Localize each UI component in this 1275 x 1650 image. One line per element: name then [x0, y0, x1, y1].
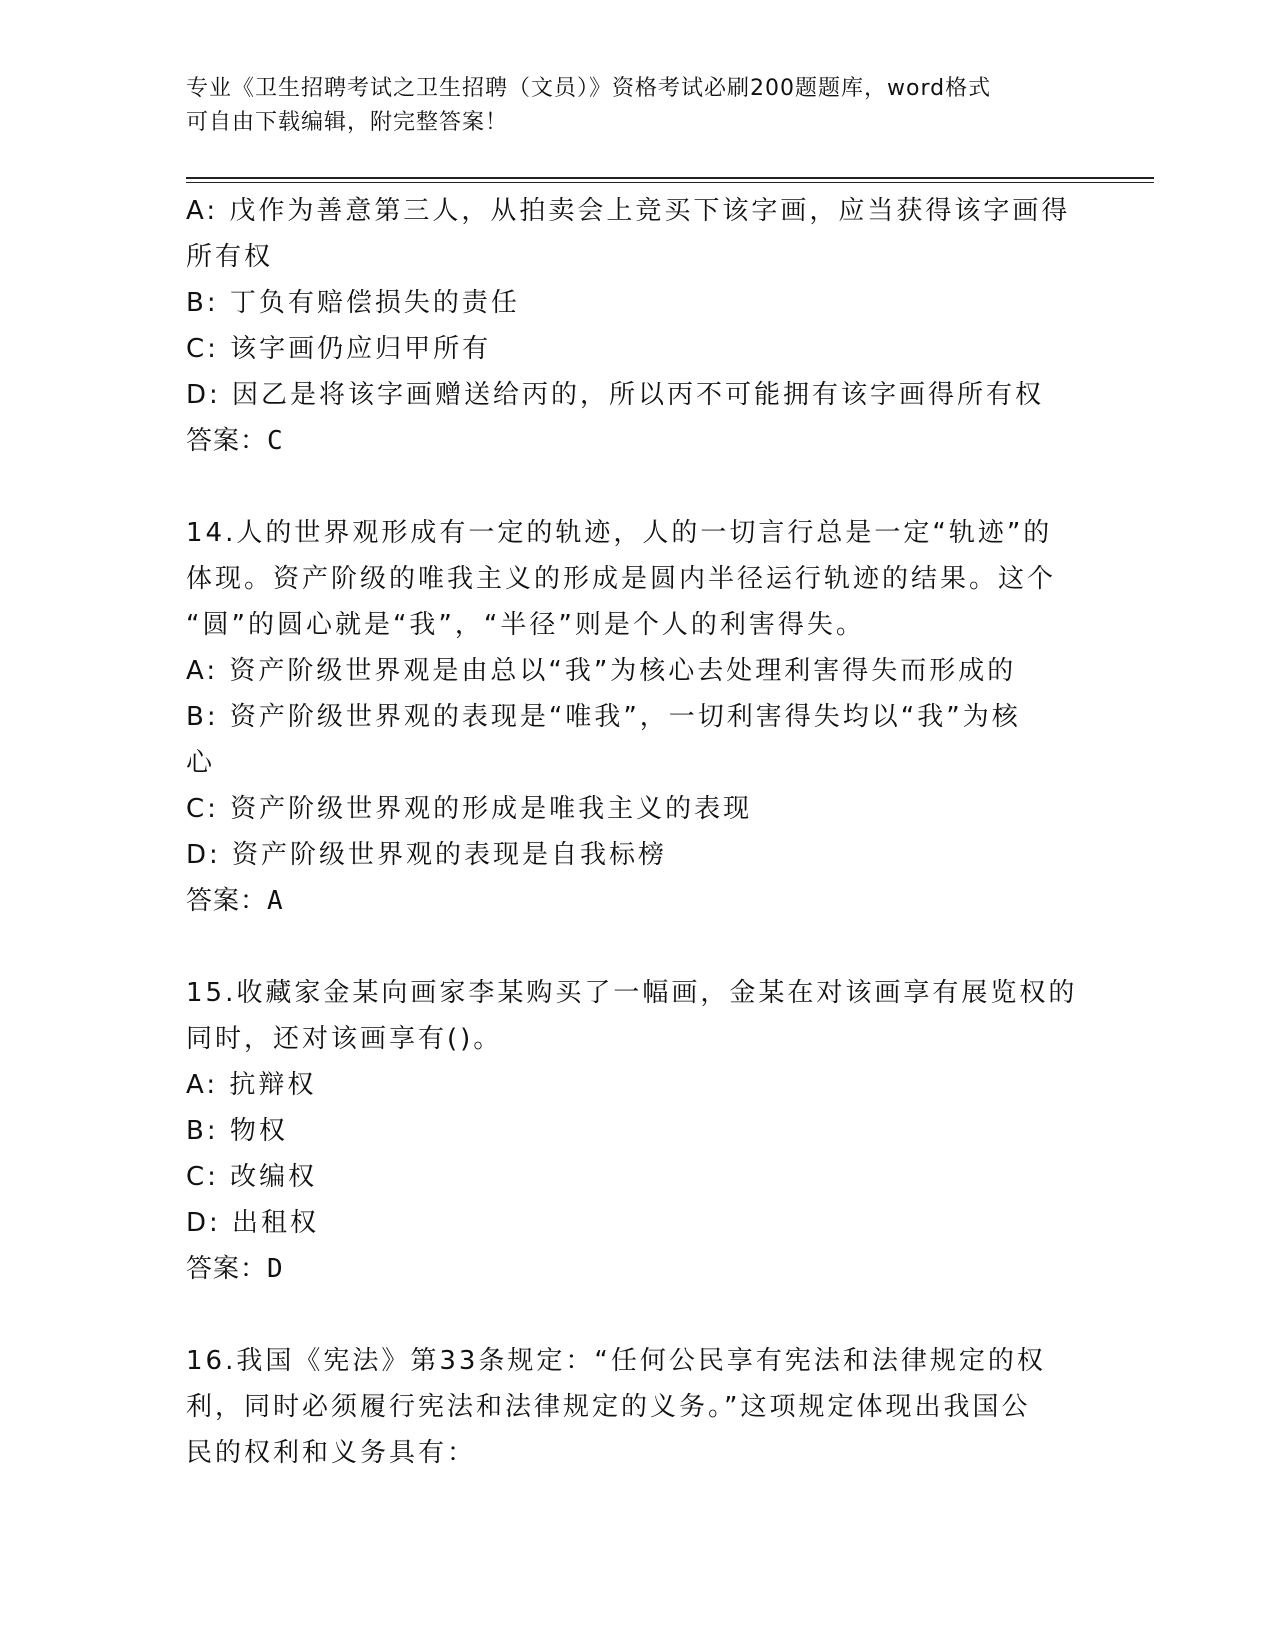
answer-line	[186, 418, 1086, 464]
answer-label: 答案：	[186, 426, 268, 456]
question-13	[186, 188, 1086, 464]
option-b-line-1: B: 资产阶级世界观的表现是“唯我”，一切利害得失均以“我”为核	[186, 702, 1021, 732]
header-line-1: 专业《卫生招聘考试之卫生招聘（文员）》资格考试必刷200题题库，word格式	[186, 76, 992, 101]
answer-value: D	[267, 1254, 284, 1284]
option-a-line-1: A: 戊作为善意第三人，从拍卖会上竞买下该字画，应当获得该字画得	[186, 196, 1071, 226]
question-14	[186, 510, 1086, 924]
question-text-line-2: 体现。资产阶级的唯我主义的形成是圆内半径运行轨迹的结果。这个	[186, 564, 1057, 594]
question-text-line-2: 利，同时必须履行宪法和法律规定的义务。”这项规定体现出我国公	[186, 1392, 1031, 1422]
option-d: D: 因乙是将该字画赠送给丙的，所以丙不可能拥有该字画得所有权	[186, 380, 1045, 410]
question-text-line-3: “圆”的圆心就是“我”，“半径”则是个人的利害得失。	[186, 610, 865, 640]
question-text-line-1: 15.收藏家金某向画家李某购买了一幅画，金某在对该画享有展览权的	[186, 978, 1078, 1008]
option-b-line-2: 心	[186, 748, 216, 778]
page-header	[186, 72, 1086, 140]
option-c: C: 该字画仍应归甲所有	[186, 334, 492, 364]
answer-label: 答案：	[186, 886, 268, 916]
answer-label: 答案：	[186, 1254, 268, 1284]
answer-line	[186, 878, 1086, 924]
option-a: A: 抗辩权	[186, 1070, 317, 1100]
question-text-line-1: 14.人的世界观形成有一定的轨迹，人的一切言行总是一定“轨迹”的	[186, 518, 1053, 548]
answer-value: A	[267, 886, 284, 916]
option-a-line-2: 所有权	[186, 242, 274, 272]
answer-value: C	[267, 426, 284, 456]
option-b: B: 物权	[186, 1116, 288, 1146]
question-text-line-2: 同时，还对该画享有()。	[186, 1024, 503, 1054]
question-content	[186, 188, 1086, 1476]
option-d: D: 资产阶级世界观的表现是自我标榜	[186, 840, 668, 870]
option-d: D: 出租权	[186, 1208, 320, 1238]
header-divider	[186, 177, 1154, 179]
header-line-2: 可自由下载编辑，附完整答案！	[186, 110, 509, 135]
option-c: C: 资产阶级世界观的形成是唯我主义的表现	[186, 794, 753, 824]
answer-line	[186, 1246, 1086, 1292]
option-c: C: 改编权	[186, 1162, 318, 1192]
question-text-line-3: 民的权利和义务具有：	[186, 1438, 477, 1468]
option-b: B: 丁负有赔偿损失的责任	[186, 288, 520, 318]
option-a: A: 资产阶级世界观是由总以“我”为核心去处理利害得失而形成的	[186, 656, 1017, 686]
question-text-line-1: 16.我国《宪法》第33条规定：“任何公民享有宪法和法律规定的权	[186, 1346, 1046, 1376]
question-16	[186, 1338, 1086, 1476]
question-15	[186, 970, 1086, 1292]
